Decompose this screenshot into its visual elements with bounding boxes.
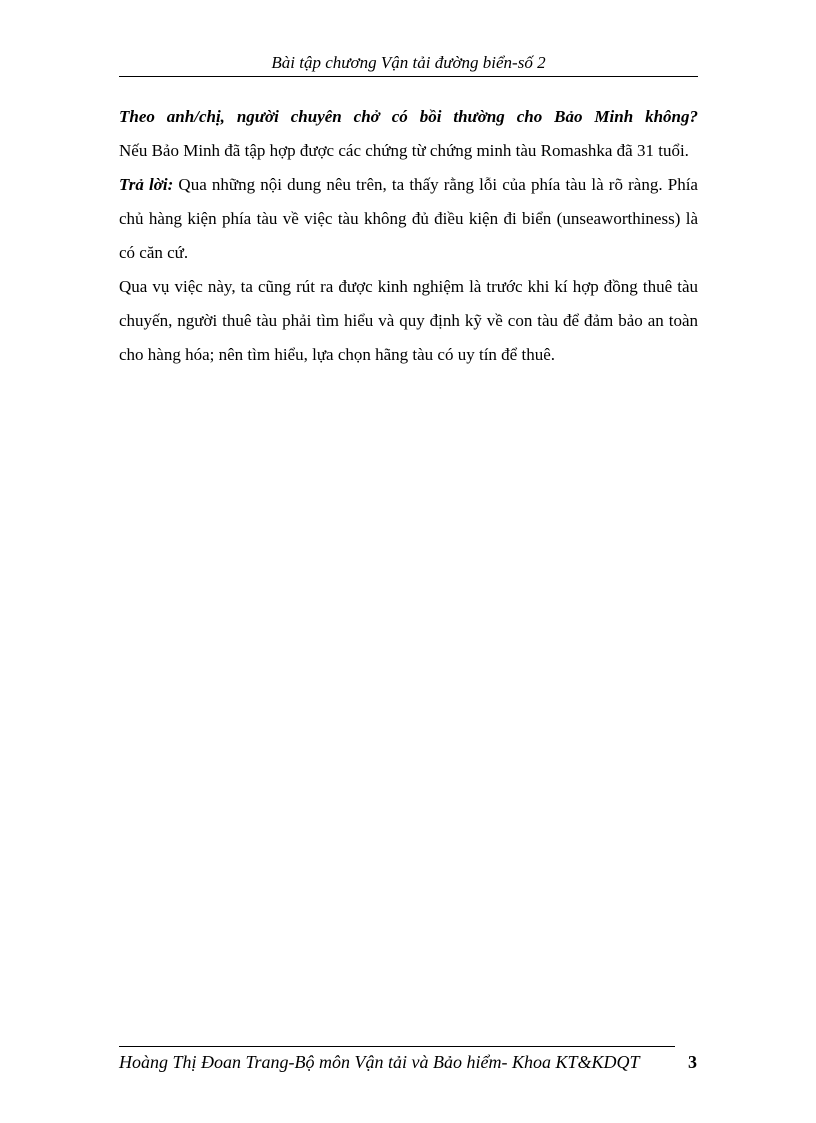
answer-paragraph [119, 168, 698, 270]
footer-author: Hoàng Thị Đoan Trang-Bộ môn Vận tải và Bảo hiểm- Khoa KT&KDQT [119, 1052, 640, 1072]
answer-text: Qua những nội dung nêu trên, ta thấy rằng lỗi của phía tàu là rõ ràng. Phía chủ hàng kiện phía tàu về việc tàu không đủ điều kiện đi biển (unseaworthiness) là có căn cứ. [119, 175, 698, 262]
footer-divider [119, 1046, 675, 1047]
question-heading: Theo anh/chị, người chuyên chở có bồi thường cho Bảo Minh không? [119, 107, 698, 126]
page-number: 3 [688, 1052, 697, 1072]
conclusion-paragraph: Qua vụ việc này, ta cũng rút ra được kinh nghiệm là trước khi kí hợp đồng thuê tàu chuyến, người thuê tàu phải tìm hiểu và quy định kỹ về con tàu để đảm bảo an toàn cho hàng hóa; nên tìm hiểu, lựa chọn hãng tàu có uy tín để thuê. [119, 277, 698, 364]
question-context: Nếu Bảo Minh đã tập hợp được các chứng từ chứng minh tàu Romashka đã 31 tuổi. [119, 141, 689, 160]
page-header [119, 52, 698, 77]
document-body [119, 100, 698, 372]
header-title: Bài tập chương Vận tải đường biển-số 2 [271, 53, 546, 72]
answer-label: Trả lời: [119, 175, 174, 194]
